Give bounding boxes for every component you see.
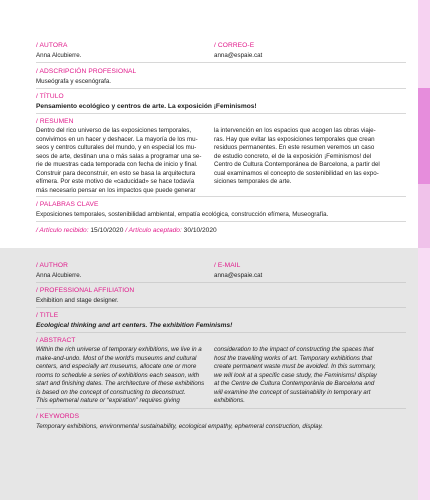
- abstract-column-left: [36, 346, 208, 406]
- abstract-column-right: [214, 346, 392, 406]
- abstract-line: consideration to the impact of constructing the spaces that: [214, 346, 374, 353]
- abstract-line: Within the rich universe of temporary exhibitions, we live in a: [36, 346, 202, 353]
- email-value[interactable]: anna@espaie.cat: [214, 272, 263, 279]
- abstract-line: seos de arte, destinan una o más salas a programar una se-: [36, 152, 202, 160]
- keywords-value: Exposiciones temporales, sostenibilidad ambiental, empatía ecológica, construcción efímera, Museografía.: [36, 211, 329, 218]
- abstract-line: This ephemeral nature or “expiration” requires giving: [36, 397, 180, 404]
- accepted-label: / Artículo aceptado:: [125, 227, 182, 234]
- profile-label: / ADSCRIPCIÓN PROFESIONAL: [36, 68, 137, 75]
- keywords-label: / PALABRAS CLAVE: [36, 201, 99, 208]
- abstract-line: is based on the concept of constructing to deconstruct.: [36, 388, 186, 396]
- abstract-line: la intervención en los espacios que acogen las obras viaje-: [214, 127, 376, 134]
- abstract-label: / RESUMEN: [36, 118, 74, 125]
- abstract-line: Construir para deconstruir, en esto se basa la arquitectura: [36, 169, 196, 177]
- divider: [36, 88, 406, 89]
- keywords-value: Temporary exhibitions, environmental sustainability, ecological empathy, ephemeral construction, display.: [36, 423, 323, 430]
- email-label: / CORREO-E: [214, 42, 255, 49]
- abstract-line: rooms to schedule a series of exhibitions each season, with: [36, 371, 200, 379]
- abstract-line: Dentro del rico universo de las exposiciones temporales,: [36, 127, 192, 134]
- divider: [36, 196, 406, 197]
- abstract-line: create permanent waste must be avoided. In this summary,: [214, 363, 376, 370]
- accepted-date: 30/10/2020: [183, 227, 217, 234]
- author-value: Anna Alcubierre.: [36, 52, 82, 59]
- abstract-line: exhibitions.: [214, 397, 245, 404]
- title-label: / TÍTULO: [36, 93, 64, 100]
- abstract-line: efímera. Por este motivo de «caducidad» se hace todavía: [36, 178, 195, 185]
- author-label: / AUTORA: [36, 42, 68, 49]
- abstract-line: convivimos en un hacer y deshacer. La mayoría de los mu-: [36, 135, 198, 143]
- abstract-line: at the Centre de Cultura Contemporània de Barcelona and: [214, 380, 375, 387]
- abstract-line: start and finishing dates. The architecture of these exhibitions: [36, 380, 205, 387]
- abstract-column-right: [214, 127, 389, 187]
- abstract-column-left: [36, 127, 206, 195]
- side-color-bar: [418, 0, 430, 500]
- abstract-line: seos y centros culturales del mundo, y en especial los mu-: [36, 144, 197, 151]
- abstract-line: we will look at a specific case study, the Feminisms! display: [214, 371, 377, 379]
- abstract-line: rie de muestras cada temporada con fecha de inicio y final.: [36, 161, 198, 168]
- divider: [36, 221, 406, 222]
- abstract-line: residuos permanentes. En este resumen veremos un caso: [214, 144, 375, 151]
- abstract-line: siciones temporales de arte.: [214, 178, 292, 185]
- abstract-line: de estudio concreto, el de la exposición ¡Feminismos! del: [214, 152, 372, 160]
- keywords-label: / KEYWORDS: [36, 413, 80, 420]
- abstract-line: make-and-undo. Most of the world's museums and cultural: [36, 354, 197, 362]
- author-value: Anna Alcubierre.: [36, 272, 82, 279]
- abstract-line: cual examinamos el concepto de sostenibilidad en las expo-: [214, 169, 379, 177]
- abstract-line: centers, and especially art museums, allocate one or more: [36, 363, 197, 370]
- article-dates: [36, 227, 217, 234]
- title-value: Pensamiento ecológico y centros de arte. La exposición ¡Feminismos!: [36, 103, 257, 110]
- email-label: / E-MAIL: [214, 262, 241, 269]
- divider: [36, 307, 406, 308]
- email-value[interactable]: anna@espaie.cat: [214, 52, 263, 59]
- affiliation-label: / PROFESSIONAL AFFILIATION: [36, 287, 135, 294]
- abstract-label: / ABSTRACT: [36, 337, 76, 344]
- received-date: 15/10/2020: [90, 227, 124, 234]
- received-label: / Artículo recibido:: [36, 227, 89, 234]
- abstract-line: Centro de Cultura Contemporánea de Barcelona, a partir del: [214, 161, 380, 168]
- abstract-line: host the travelling works of art. Temporary exhibitions that: [214, 354, 372, 362]
- title-value: Ecological thinking and art centers. The exhibition Feminisms!: [36, 322, 233, 329]
- profile-value: Museógrafa y escenógrafa.: [36, 78, 111, 85]
- affiliation-value: Exhibition and stage designer.: [36, 297, 119, 304]
- abstract-line: ras. Hay que evitar las exposiciones temporales que crean: [214, 135, 375, 143]
- divider: [36, 282, 406, 283]
- divider: [36, 62, 406, 63]
- divider: [36, 408, 406, 409]
- divider: [36, 113, 406, 114]
- abstract-line: will examine the concept of sustainability in temporary art: [214, 388, 371, 396]
- title-label: / TITLE: [36, 312, 59, 319]
- divider: [36, 332, 406, 333]
- abstract-line: más necesario pensar en los impactos que puede generar: [36, 186, 196, 194]
- author-label: / AUTHOR: [36, 262, 68, 269]
